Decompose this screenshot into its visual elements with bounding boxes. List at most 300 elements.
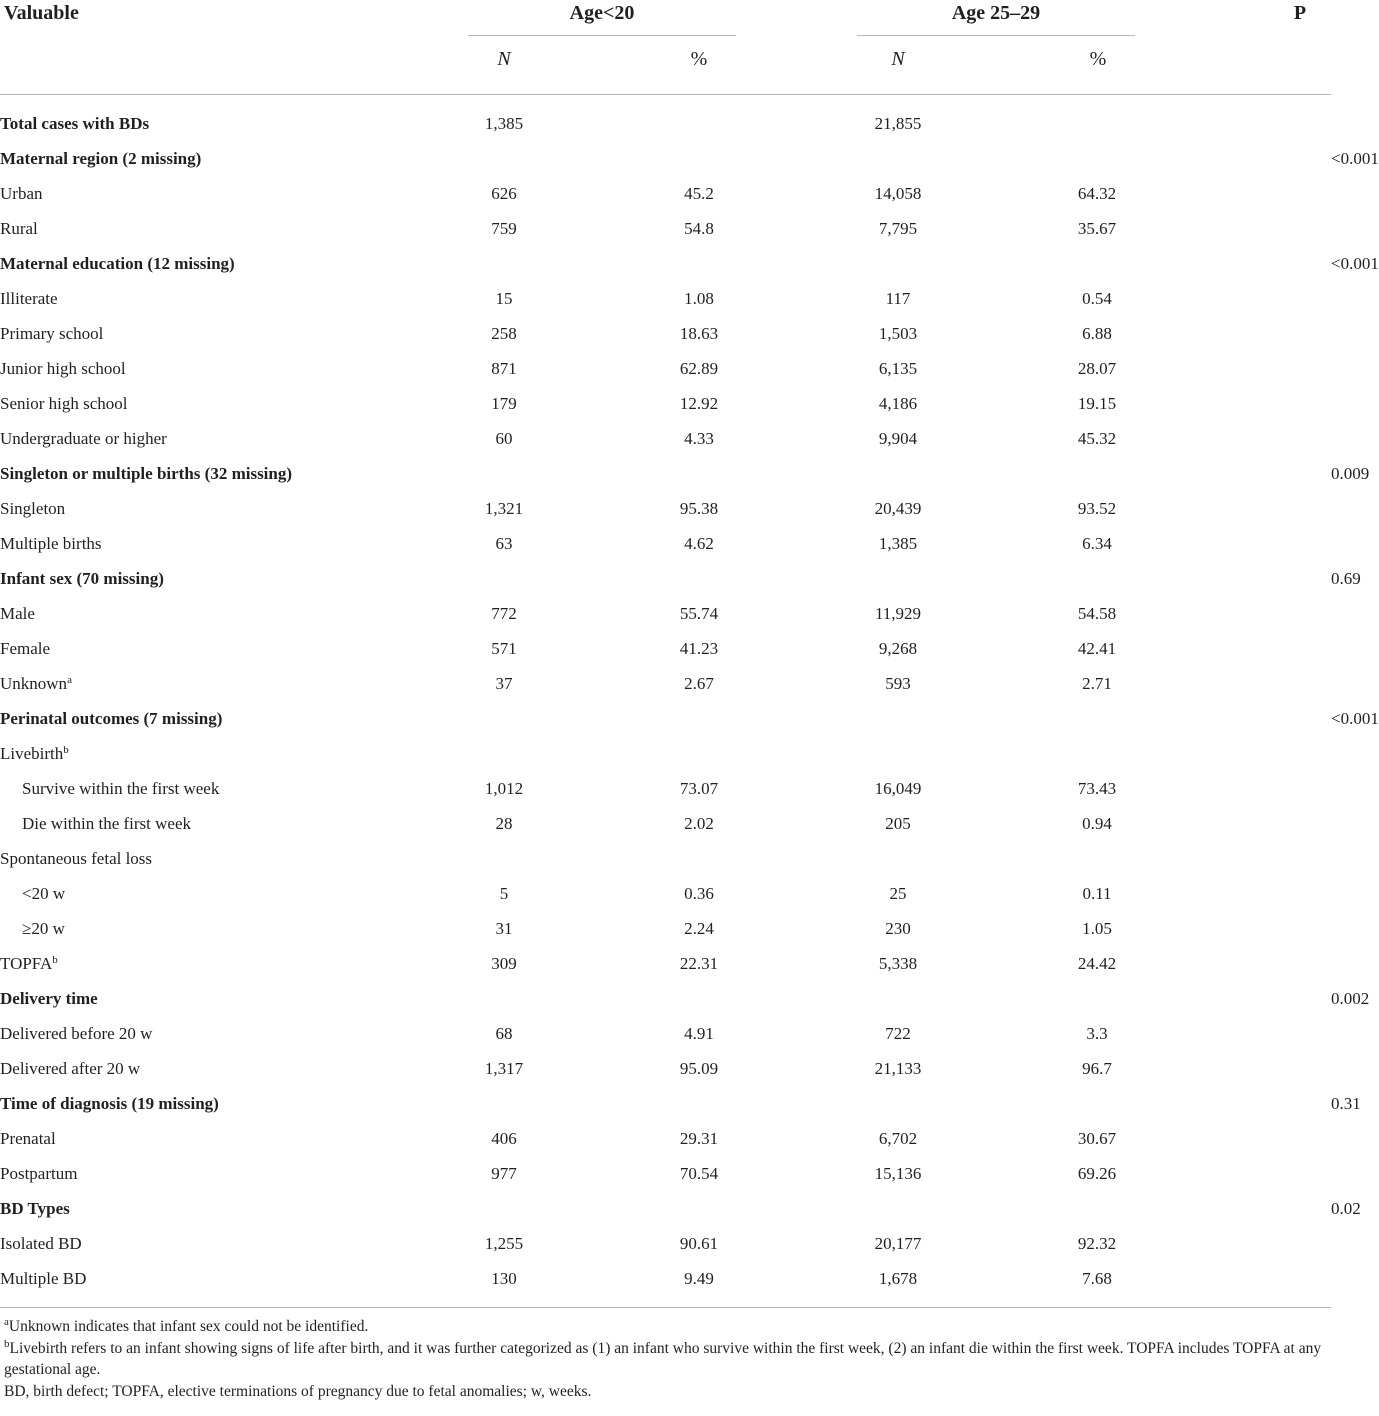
spacer-cell bbox=[739, 561, 858, 596]
spacer-cell bbox=[1137, 841, 1331, 876]
table-row bbox=[0, 281, 1331, 316]
spacer-cell bbox=[739, 526, 858, 561]
spacer-cell bbox=[739, 1191, 858, 1226]
row-label-text: Total cases with BDs bbox=[0, 113, 150, 133]
cell-n-age-25-29 bbox=[858, 246, 938, 281]
row-label bbox=[0, 736, 464, 771]
row-label-text: BD Types bbox=[0, 1198, 70, 1218]
spacer-cell bbox=[938, 1226, 1057, 1261]
spacer-cell bbox=[938, 1121, 1057, 1156]
group1-underline bbox=[468, 35, 736, 36]
row-label bbox=[0, 386, 464, 421]
cell-n-age-under-20: 258 bbox=[491, 323, 517, 343]
cell-pct-age-25-29: 2.71 bbox=[1082, 673, 1112, 693]
spacer-cell bbox=[938, 491, 1057, 526]
spacer-cell bbox=[938, 281, 1057, 316]
footnote-a-text: Unknown indicates that infant sex could not be identified. bbox=[8, 1318, 369, 1335]
row-label bbox=[0, 631, 464, 666]
cell-pct-age-25-29: 0.11 bbox=[1082, 883, 1112, 903]
cell-pct-age-under-20: 4.91 bbox=[684, 1023, 714, 1043]
row-label bbox=[0, 421, 464, 456]
spacer-cell bbox=[1137, 946, 1331, 981]
spacer-cell bbox=[938, 106, 1057, 141]
cell-pct-age-25-29 bbox=[1057, 736, 1137, 771]
cell-n-age-under-20 bbox=[464, 1191, 544, 1226]
cell-n-age-under-20: 626 bbox=[491, 183, 517, 203]
table-body bbox=[0, 106, 1379, 1296]
spacer-cell bbox=[1137, 1191, 1331, 1226]
cell-pct-age-25-29 bbox=[1057, 981, 1137, 1016]
cell-n-age-under-20: 68 bbox=[495, 1023, 513, 1043]
row-label bbox=[0, 106, 464, 141]
spacer-cell bbox=[938, 911, 1057, 946]
table-row bbox=[0, 351, 1331, 386]
row-label-text: Maternal education (12 missing) bbox=[0, 253, 235, 273]
cell-pct-age-under-20 bbox=[659, 736, 739, 771]
spacer-cell bbox=[1137, 106, 1331, 141]
cell-pct-age-under-20: 1.08 bbox=[684, 288, 714, 308]
row-label bbox=[0, 1191, 464, 1226]
cell-n-age-25-29: 20,177 bbox=[874, 1233, 922, 1253]
table-section-row: BD Types 0.02 bbox=[0, 1191, 1331, 1226]
cell-pct-age-25-29 bbox=[1057, 1191, 1137, 1226]
spacer-cell bbox=[544, 141, 659, 176]
row-label bbox=[0, 211, 464, 246]
table-bottom-rule bbox=[0, 1307, 1331, 1308]
row-label bbox=[0, 911, 464, 946]
cell-n-age-under-20 bbox=[464, 701, 544, 736]
row-label bbox=[0, 806, 464, 841]
cell-pct-age-25-29: 92.32 bbox=[1077, 1233, 1117, 1253]
spacer-cell bbox=[1137, 911, 1331, 946]
cell-n-age-25-29: 722 bbox=[885, 1023, 911, 1043]
spacer-cell bbox=[739, 631, 858, 666]
row-label-text: ≥20 w bbox=[22, 918, 65, 938]
spacer-cell bbox=[739, 701, 858, 736]
row-label-text: Singleton bbox=[0, 498, 66, 518]
table-row bbox=[0, 806, 1331, 841]
subheader-pct-group2: % bbox=[1089, 48, 1107, 70]
table-row bbox=[0, 316, 1331, 351]
cell-n-age-under-20 bbox=[464, 141, 544, 176]
spacer-cell bbox=[1137, 316, 1331, 351]
row-label-text: Delivered after 20 w bbox=[0, 1058, 141, 1078]
spacer-cell bbox=[739, 386, 858, 421]
spacer-cell bbox=[739, 1121, 858, 1156]
table-section-row bbox=[0, 106, 1331, 141]
cell-n-age-under-20 bbox=[464, 841, 544, 876]
cell-pct-age-under-20 bbox=[659, 1086, 739, 1121]
spacer-cell bbox=[544, 106, 659, 141]
cell-pct-age-under-20: 95.09 bbox=[679, 1058, 719, 1078]
cell-n-age-25-29: 1,503 bbox=[878, 323, 918, 343]
spacer-cell bbox=[1137, 561, 1331, 596]
cell-pct-age-25-29 bbox=[1057, 701, 1137, 736]
spacer-cell bbox=[739, 981, 858, 1016]
spacer-cell bbox=[1137, 981, 1331, 1016]
cell-n-age-under-20: 977 bbox=[491, 1163, 517, 1183]
cell-n-age-under-20: 37 bbox=[495, 673, 513, 693]
cell-pct-age-25-29 bbox=[1057, 561, 1137, 596]
cell-pct-age-under-20 bbox=[659, 246, 739, 281]
table-row bbox=[0, 211, 1331, 246]
row-label-text: Junior high school bbox=[0, 358, 126, 378]
spacer-cell bbox=[1137, 1261, 1331, 1296]
row-label-text: Delivered before 20 w bbox=[0, 1023, 153, 1043]
cell-n-age-25-29: 21,133 bbox=[874, 1058, 922, 1078]
cell-n-age-under-20: 1,255 bbox=[484, 1233, 524, 1253]
cell-pct-age-under-20: 0.36 bbox=[684, 883, 714, 903]
cell-pct-age-under-20: 70.54 bbox=[679, 1163, 719, 1183]
cell-n-age-under-20: 309 bbox=[491, 953, 517, 973]
spacer-cell bbox=[544, 246, 659, 281]
cell-pct-age-under-20: 12.92 bbox=[679, 393, 719, 413]
row-label bbox=[0, 526, 464, 561]
cell-pct-age-under-20: 2.24 bbox=[684, 918, 714, 938]
spacer-cell bbox=[1137, 141, 1331, 176]
cell-n-age-under-20: 1,321 bbox=[484, 498, 524, 518]
row-label-text: Isolated BD bbox=[0, 1233, 82, 1253]
table-row bbox=[0, 1226, 1331, 1261]
cell-pct-age-25-29: 42.41 bbox=[1077, 638, 1117, 658]
spacer-cell bbox=[544, 771, 659, 806]
spacer-cell bbox=[1137, 771, 1331, 806]
row-label-text: Senior high school bbox=[0, 393, 128, 413]
spacer-cell bbox=[544, 701, 659, 736]
table-row bbox=[0, 631, 1331, 666]
cell-n-age-under-20 bbox=[464, 561, 544, 596]
cell-pct-age-25-29 bbox=[1057, 841, 1137, 876]
cell-n-age-under-20: 1,012 bbox=[484, 778, 524, 798]
cell-pct-age-25-29: 30.67 bbox=[1077, 1128, 1117, 1148]
spacer-cell bbox=[1137, 1156, 1331, 1191]
cell-n-age-under-20: 60 bbox=[495, 428, 513, 448]
cell-pct-age-25-29 bbox=[1057, 106, 1137, 141]
spacer-cell bbox=[739, 106, 858, 141]
table-row bbox=[0, 1121, 1331, 1156]
cell-pct-age-under-20: 4.62 bbox=[684, 533, 714, 553]
spacer-cell bbox=[739, 1016, 858, 1051]
spacer-cell bbox=[544, 526, 659, 561]
row-label-text: Delivery time bbox=[0, 988, 98, 1008]
spacer-cell bbox=[938, 631, 1057, 666]
spacer-cell bbox=[739, 456, 858, 491]
cell-n-age-25-29 bbox=[858, 841, 938, 876]
spacer-cell bbox=[544, 316, 659, 351]
table-row bbox=[0, 736, 1331, 771]
spacer-cell bbox=[739, 841, 858, 876]
cell-pct-age-under-20 bbox=[659, 701, 739, 736]
spacer-cell bbox=[544, 1016, 659, 1051]
header-group-age-25-29: Age 25–29 bbox=[951, 2, 1041, 24]
cell-n-age-under-20: 15 bbox=[495, 288, 513, 308]
cell-n-age-under-20 bbox=[464, 456, 544, 491]
spacer-cell bbox=[544, 351, 659, 386]
footnote-marker: a bbox=[67, 673, 72, 686]
row-label-text: Female bbox=[0, 638, 51, 658]
table-row bbox=[0, 526, 1331, 561]
table-section-row: Delivery time 0.002 bbox=[0, 981, 1331, 1016]
row-label-text: Multiple BD bbox=[0, 1268, 87, 1288]
footnote-a bbox=[4, 1316, 1329, 1338]
cell-pct-age-under-20: 9.49 bbox=[684, 1268, 714, 1288]
cell-pct-age-under-20: 55.74 bbox=[679, 603, 719, 623]
row-label-text: Illiterate bbox=[0, 288, 58, 308]
cell-pct-age-25-29: 64.32 bbox=[1077, 183, 1117, 203]
cell-n-age-25-29: 6,702 bbox=[878, 1128, 918, 1148]
spacer-cell bbox=[1137, 176, 1331, 211]
spacer-cell bbox=[739, 596, 858, 631]
cell-pct-age-25-29: 7.68 bbox=[1082, 1268, 1112, 1288]
cell-n-age-under-20: 571 bbox=[491, 638, 517, 658]
row-label bbox=[0, 176, 464, 211]
table-row bbox=[0, 911, 1331, 946]
spacer-cell bbox=[739, 946, 858, 981]
table-row bbox=[0, 771, 1331, 806]
row-label bbox=[0, 141, 464, 176]
spacer-cell bbox=[544, 281, 659, 316]
row-label-text: Prenatal bbox=[0, 1128, 56, 1148]
cell-pct-age-under-20: 41.23 bbox=[679, 638, 719, 658]
cell-n-age-25-29 bbox=[858, 141, 938, 176]
cell-pct-age-25-29 bbox=[1057, 141, 1137, 176]
footnote-abbreviations: BD, birth defect; TOPFA, elective terminations of pregnancy due to fetal anomalies; w, weeks. bbox=[4, 1382, 592, 1400]
row-label-text: Die within the first week bbox=[22, 813, 192, 833]
row-label-text: Primary school bbox=[0, 323, 104, 343]
cell-n-age-under-20: 130 bbox=[491, 1268, 517, 1288]
spacer-cell bbox=[739, 351, 858, 386]
cell-n-age-25-29 bbox=[858, 981, 938, 1016]
row-label bbox=[0, 1086, 464, 1121]
row-label-text: Maternal region (2 missing) bbox=[0, 148, 202, 168]
row-label-text: TOPFA bbox=[0, 953, 53, 973]
spacer-cell bbox=[739, 911, 858, 946]
cell-pct-age-under-20: 95.38 bbox=[679, 498, 719, 518]
table-row bbox=[0, 1016, 1331, 1051]
table-row bbox=[0, 841, 1331, 876]
cell-n-age-25-29: 5,338 bbox=[878, 953, 918, 973]
spacer-cell bbox=[739, 176, 858, 211]
row-label-text: <20 w bbox=[22, 883, 66, 903]
header-variable: Valuable bbox=[4, 2, 79, 24]
row-label bbox=[0, 1051, 464, 1086]
spacer-cell bbox=[739, 281, 858, 316]
table-section-row: Maternal education (12 missing) <0.001 bbox=[0, 246, 1331, 281]
table-row bbox=[0, 1156, 1331, 1191]
cell-pct-age-25-29: 69.26 bbox=[1077, 1163, 1117, 1183]
spacer-cell bbox=[938, 246, 1057, 281]
cell-n-age-under-20: 5 bbox=[499, 883, 509, 903]
table-row bbox=[0, 666, 1331, 701]
row-label-text: Male bbox=[0, 603, 35, 623]
spacer-cell bbox=[544, 1086, 659, 1121]
cell-pct-age-under-20: 29.31 bbox=[679, 1128, 719, 1148]
spacer-cell bbox=[1137, 876, 1331, 911]
row-label bbox=[0, 351, 464, 386]
spacer-cell bbox=[739, 1261, 858, 1296]
spacer-cell bbox=[1137, 666, 1331, 701]
cell-n-age-25-29: 1,385 bbox=[878, 533, 918, 553]
cell-n-age-under-20: 1,317 bbox=[484, 1058, 524, 1078]
spacer-cell bbox=[739, 736, 858, 771]
spacer-cell bbox=[938, 1051, 1057, 1086]
cell-n-age-25-29: 25 bbox=[889, 883, 907, 903]
spacer-cell bbox=[1137, 1086, 1331, 1121]
cell-pct-age-under-20 bbox=[659, 561, 739, 596]
spacer-cell bbox=[544, 981, 659, 1016]
spacer-cell bbox=[938, 1261, 1057, 1296]
cell-pct-age-under-20: 54.8 bbox=[684, 218, 714, 238]
cell-n-age-under-20: 31 bbox=[495, 918, 513, 938]
footnote-b bbox=[4, 1338, 1329, 1381]
spacer-cell bbox=[739, 666, 858, 701]
header-p-value: P bbox=[1293, 2, 1307, 24]
cell-pct-age-25-29: 1.05 bbox=[1082, 918, 1112, 938]
spacer-cell bbox=[544, 1051, 659, 1086]
table-row bbox=[0, 176, 1331, 211]
spacer-cell bbox=[544, 456, 659, 491]
row-label-text: Perinatal outcomes (7 missing) bbox=[0, 708, 223, 728]
cell-n-age-under-20: 1,385 bbox=[484, 113, 524, 133]
spacer-cell bbox=[739, 771, 858, 806]
table-row bbox=[0, 421, 1331, 456]
table-row bbox=[0, 946, 1331, 981]
spacer-cell bbox=[1137, 806, 1331, 841]
spacer-cell bbox=[938, 421, 1057, 456]
cell-n-age-25-29: 15,136 bbox=[874, 1163, 922, 1183]
cell-n-age-25-29 bbox=[858, 456, 938, 491]
spacer-cell bbox=[739, 876, 858, 911]
cell-pct-age-under-20 bbox=[659, 141, 739, 176]
cell-pct-age-25-29: 3.3 bbox=[1086, 1023, 1108, 1043]
row-label bbox=[0, 316, 464, 351]
spacer-cell bbox=[1137, 631, 1331, 666]
cell-n-age-25-29: 21,855 bbox=[874, 113, 922, 133]
cell-n-age-under-20: 179 bbox=[491, 393, 517, 413]
row-label bbox=[0, 491, 464, 526]
cell-pct-age-25-29: 45.32 bbox=[1077, 428, 1117, 448]
spacer-cell bbox=[739, 246, 858, 281]
spacer-cell bbox=[1137, 211, 1331, 246]
row-label-text: Spontaneous fetal loss bbox=[0, 848, 153, 868]
row-label bbox=[0, 701, 464, 736]
row-label bbox=[0, 1156, 464, 1191]
spacer-cell bbox=[544, 631, 659, 666]
row-label-text: Infant sex (70 missing) bbox=[0, 568, 164, 588]
table-section-row: Perinatal outcomes (7 missing) <0.001 bbox=[0, 701, 1331, 736]
spacer-cell bbox=[544, 1121, 659, 1156]
row-label bbox=[0, 771, 464, 806]
spacer-cell bbox=[938, 1156, 1057, 1191]
row-label bbox=[0, 876, 464, 911]
cell-pct-age-under-20 bbox=[659, 456, 739, 491]
spacer-cell bbox=[938, 141, 1057, 176]
table-row bbox=[0, 1261, 1331, 1296]
table-row bbox=[0, 386, 1331, 421]
table-row bbox=[0, 491, 1331, 526]
cell-n-age-under-20: 63 bbox=[495, 533, 513, 553]
table-row bbox=[0, 596, 1331, 631]
spacer-cell bbox=[739, 1051, 858, 1086]
row-label bbox=[0, 981, 464, 1016]
spacer-cell bbox=[1137, 1121, 1331, 1156]
spacer-cell bbox=[739, 491, 858, 526]
cell-n-age-25-29: 6,135 bbox=[878, 358, 918, 378]
cell-n-age-under-20: 871 bbox=[491, 358, 517, 378]
cell-pct-age-25-29: 0.54 bbox=[1082, 288, 1112, 308]
cell-pct-age-under-20 bbox=[659, 981, 739, 1016]
footnote-marker: b bbox=[52, 953, 58, 966]
cell-pct-age-25-29: 28.07 bbox=[1077, 358, 1117, 378]
cell-n-age-under-20: 759 bbox=[491, 218, 517, 238]
row-label bbox=[0, 1016, 464, 1051]
cell-n-age-25-29 bbox=[858, 736, 938, 771]
row-label-text: Singleton or multiple births (32 missing) bbox=[0, 463, 293, 483]
spacer-cell bbox=[938, 946, 1057, 981]
cell-pct-age-25-29 bbox=[1057, 456, 1137, 491]
spacer-cell bbox=[739, 806, 858, 841]
spacer-cell bbox=[1137, 736, 1331, 771]
spacer-cell bbox=[938, 316, 1057, 351]
row-label-text: Urban bbox=[0, 183, 43, 203]
spacer-cell bbox=[739, 316, 858, 351]
spacer-cell bbox=[938, 1191, 1057, 1226]
cell-pct-age-25-29: 93.52 bbox=[1077, 498, 1117, 518]
cell-pct-age-25-29: 73.43 bbox=[1077, 778, 1117, 798]
spacer-cell bbox=[739, 141, 858, 176]
cell-n-age-under-20: 406 bbox=[491, 1128, 517, 1148]
spacer-cell bbox=[938, 351, 1057, 386]
row-label-text: Multiple births bbox=[0, 533, 102, 553]
row-label-text: Survive within the first week bbox=[22, 778, 220, 798]
cell-n-age-25-29 bbox=[858, 1086, 938, 1121]
cell-n-age-under-20 bbox=[464, 981, 544, 1016]
row-label bbox=[0, 841, 464, 876]
spacer-cell bbox=[544, 841, 659, 876]
cell-n-age-25-29: 14,058 bbox=[874, 183, 922, 203]
cell-n-age-25-29: 11,929 bbox=[874, 603, 922, 623]
spacer-cell bbox=[544, 1191, 659, 1226]
cell-n-age-25-29: 7,795 bbox=[878, 218, 918, 238]
cell-pct-age-under-20: 22.31 bbox=[679, 953, 719, 973]
footnote-a-mark: a bbox=[4, 1316, 9, 1328]
table-row bbox=[0, 1051, 1331, 1086]
cell-pct-age-under-20 bbox=[659, 106, 739, 141]
spacer-cell bbox=[938, 526, 1057, 561]
spacer-cell bbox=[544, 386, 659, 421]
cell-pct-age-25-29: 24.42 bbox=[1077, 953, 1117, 973]
spacer-cell bbox=[739, 211, 858, 246]
table-section-row: Infant sex (70 missing) 0.69 bbox=[0, 561, 1331, 596]
cell-pct-age-25-29: 6.88 bbox=[1082, 323, 1112, 343]
cell-pct-age-under-20: 18.63 bbox=[679, 323, 719, 343]
subheader-n-group1: N bbox=[497, 48, 511, 70]
cell-pct-age-25-29 bbox=[1057, 1086, 1137, 1121]
spacer-cell bbox=[1137, 1051, 1331, 1086]
table-section-row: Time of diagnosis (19 missing) 0.31 bbox=[0, 1086, 1331, 1121]
spacer-cell bbox=[938, 841, 1057, 876]
spacer-cell bbox=[544, 1261, 659, 1296]
spacer-cell bbox=[938, 176, 1057, 211]
spacer-cell bbox=[1137, 1226, 1331, 1261]
table-section-row: Singleton or multiple births (32 missing) 0.009 bbox=[0, 456, 1331, 491]
row-label bbox=[0, 246, 464, 281]
spacer-cell bbox=[938, 771, 1057, 806]
row-label bbox=[0, 281, 464, 316]
cell-pct-age-under-20: 62.89 bbox=[679, 358, 719, 378]
row-label bbox=[0, 456, 464, 491]
cell-n-age-25-29: 230 bbox=[885, 918, 911, 938]
